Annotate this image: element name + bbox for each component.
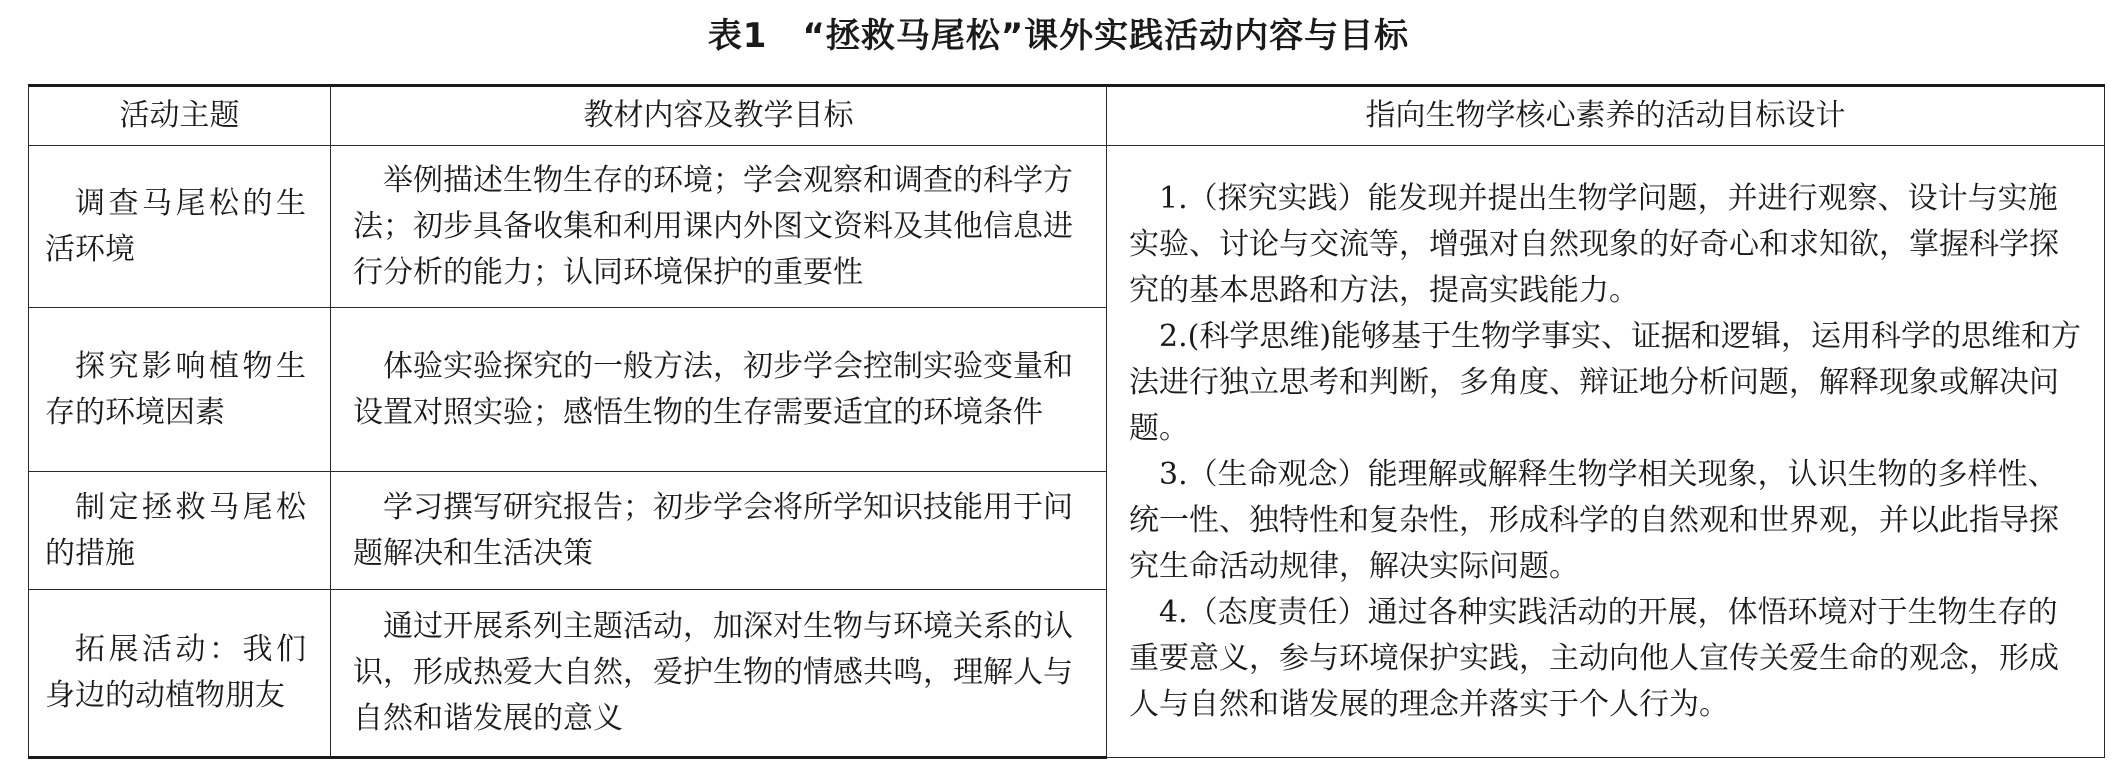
content-text: 学习撰写研究报告；初步学会将所学知识技能用于问题解决和生活决策: [353, 489, 1073, 571]
content-text: 体验实验探究的一般方法，初步学会控制实验变量和设置对照实验；感悟生物的生存需要适宜的环境条件: [353, 348, 1073, 430]
header-content: 教材内容及教学目标: [331, 86, 1107, 146]
content-cell: [331, 308, 1107, 472]
table-title: 表1 “拯救马尾松”课外实践活动内容与目标: [707, 16, 1410, 56]
content-text: 通过开展系列主题活动，加深对生物与环境关系的认识，形成热爱大自然，爱护生物的情感共鸣，理解人与自然和谐发展的意义: [353, 609, 1073, 736]
theme-cell: [29, 308, 331, 472]
goal-item: 3.（生命观念）能理解或解释生物学相关现象，认识生物的多样性、统一性、独特性和复杂性，形成科学的自然观和世界观，并以此指导探究生命活动规律，解决实际问题。: [1129, 456, 2059, 584]
theme-text: 拓展活动：我们身边的动植物朋友: [45, 632, 306, 713]
header-theme: 活动主题: [29, 86, 331, 146]
table-row: [29, 146, 2105, 308]
goal-item: 2.(科学思维)能够基于生物学事实、证据和逻辑，运用科学的思维和方法进行独立思考和判断，多角度、辩证地分析问题，解释现象或解决问题。: [1129, 318, 2082, 446]
content-text: 举例描述生物生存的环境；学会观察和调查的科学方法；初步具备收集和利用课内外图文资料及其他信息进行分析的能力；认同环境保护的重要性: [353, 162, 1073, 290]
content-cell: [331, 146, 1107, 308]
theme-cell: [29, 146, 331, 308]
theme-cell: [29, 590, 331, 758]
header-goals: 指向生物学核心素养的活动目标设计: [1107, 86, 2105, 146]
theme-text: 探究影响植物生存的环境因素: [45, 348, 306, 430]
header-row: [29, 86, 2105, 146]
content-cell: [331, 472, 1107, 590]
goal-item: 4.（态度责任）通过各种实践活动的开展，体悟环境对于生物生存的重要意义，参与环境保护实践，主动向他人宣传关爱生命的观念，形成人与自然和谐发展的理念并落实于个人行为。: [1129, 594, 2059, 722]
goal-item: 1.（探究实践）能发现并提出生物学问题，并进行观察、设计与实施实验、讨论与交流等，增强对自然现象的好奇心和求知欲，掌握科学探究的基本思路和方法，提高实践能力。: [1129, 180, 2059, 308]
theme-text: 调查马尾松的生活环境: [45, 185, 306, 267]
theme-cell: [29, 472, 331, 590]
activity-table: [28, 84, 2105, 759]
goals-cell: [1107, 146, 2105, 758]
content-cell: [331, 590, 1107, 758]
theme-text: 制定拯救马尾松的措施: [45, 489, 306, 571]
